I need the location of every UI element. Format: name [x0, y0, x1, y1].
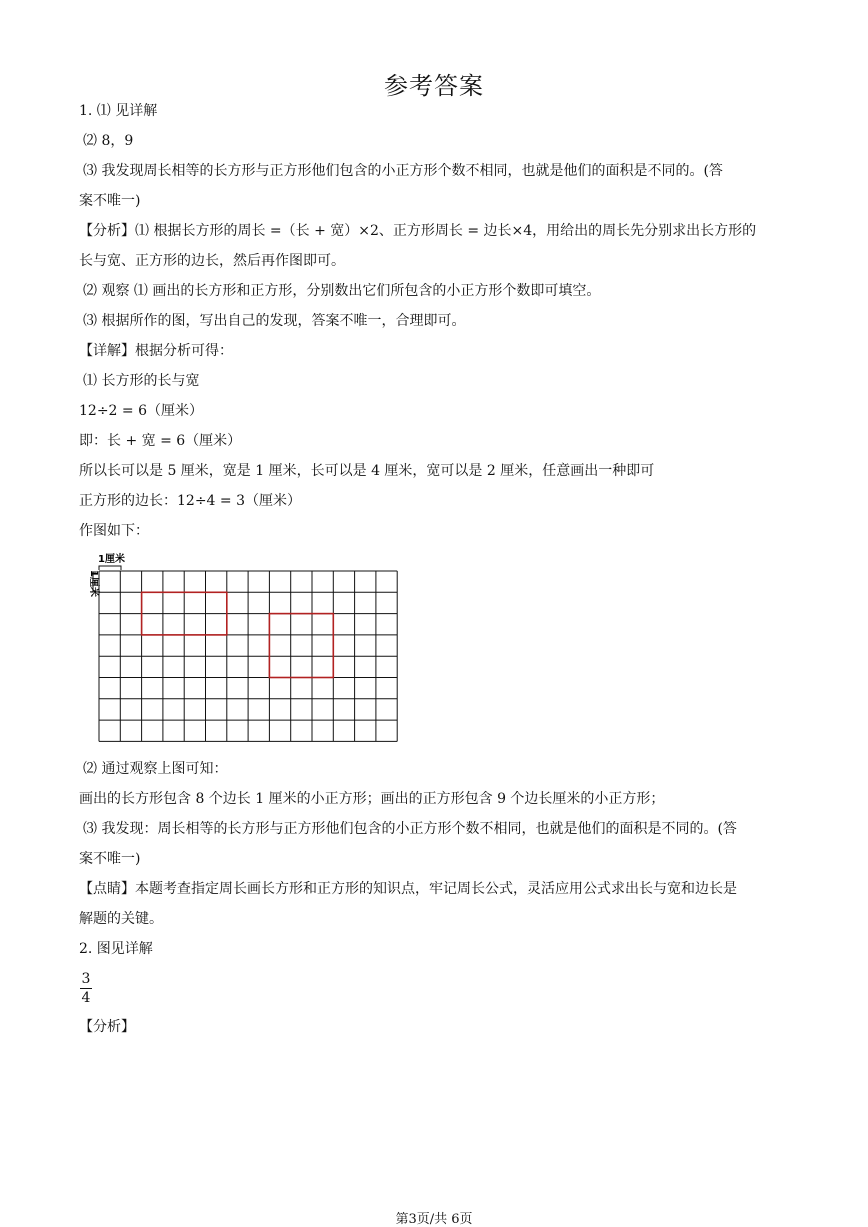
- answer-1-part-3-cont: 案不唯一): [79, 193, 141, 209]
- detail-line-1: ⑴ 长方形的长与宽: [83, 373, 200, 389]
- answer-1-part-2: ⑵ 8，9: [83, 133, 134, 149]
- detail-line-2: 12÷2 = 6（厘米）: [79, 403, 203, 419]
- answer-2: 2. 图见详解: [79, 941, 153, 957]
- detail-2-line-1: ⑵ 通过观察上图可知：: [83, 761, 228, 777]
- drawn-square: [269, 614, 333, 678]
- detail-heading: 【详解】根据分析可得：: [79, 343, 233, 359]
- analysis-1-line-1: 【分析】⑴ 根据长方形的周长 =（长 + 宽）×2、正方形周长 = 边长×4，用给出的周长先分别求出长方形的: [79, 223, 757, 239]
- answer-1-part-1: 1. ⑴ 见详解: [79, 103, 158, 119]
- grid-unit-label-top: 1厘米: [98, 554, 125, 565]
- comment-line-2: 解题的关键。: [79, 911, 163, 927]
- grid-diagram: [78, 550, 408, 750]
- analysis-1-line-2: 长与宽、正方形的边长，然后再作图即可。: [79, 253, 345, 269]
- detail-line-5: 正方形的边长：12÷4 = 3（厘米）: [79, 493, 301, 509]
- grid-lines: [99, 571, 397, 741]
- fraction-denominator: 4: [81, 990, 91, 1006]
- fraction-answer: [80, 971, 92, 1006]
- detail-3-line-2: 案不唯一): [79, 851, 141, 867]
- comment-line-1: 【点睛】本题考查指定周长画长方形和正方形的知识点，牢记周长公式，灵活应用公式求出长与宽和边长是: [79, 881, 737, 897]
- analysis-1-line-3: ⑵ 观察 ⑴ 画出的长方形和正方形，分别数出它们所包含的小正方形个数即可填空。: [83, 283, 601, 299]
- page-title: 参考答案: [384, 72, 484, 100]
- grid-unit-label-side: 1厘米: [88, 570, 99, 597]
- grid-unit-brace-top: [99, 566, 121, 570]
- detail-line-3: 即：长 + 宽 = 6（厘米）: [79, 433, 242, 449]
- detail-3-line-1: ⑶ 我发现：周长相等的长方形与正方形他们包含的小正方形个数不相同，也就是他们的面积是不同的。(答: [83, 821, 737, 837]
- fraction-numerator: 3: [81, 971, 91, 987]
- detail-line-4: 所以长可以是 5 厘米，宽是 1 厘米，长可以是 4 厘米，宽可以是 2 厘米，任意画出一种即可: [79, 463, 655, 479]
- analysis-2-heading: 【分析】: [79, 1019, 135, 1035]
- analysis-1-line-4: ⑶ 根据所作的图，写出自己的发现，答案不唯一，合理即可。: [83, 313, 466, 329]
- fraction-bar: [80, 988, 92, 989]
- page-footer: 第3页/共 6页: [395, 1212, 473, 1227]
- answer-1-part-3: ⑶ 我发现周长相等的长方形与正方形他们包含的小正方形个数不相同，也就是他们的面积是不同的。(答: [83, 163, 723, 179]
- detail-2-line-2: 画出的长方形包含 8 个边长 1 厘米的小正方形；画出的正方形包含 9 个边长厘米的小正方形；: [79, 791, 665, 807]
- detail-line-6: 作图如下：: [79, 523, 149, 539]
